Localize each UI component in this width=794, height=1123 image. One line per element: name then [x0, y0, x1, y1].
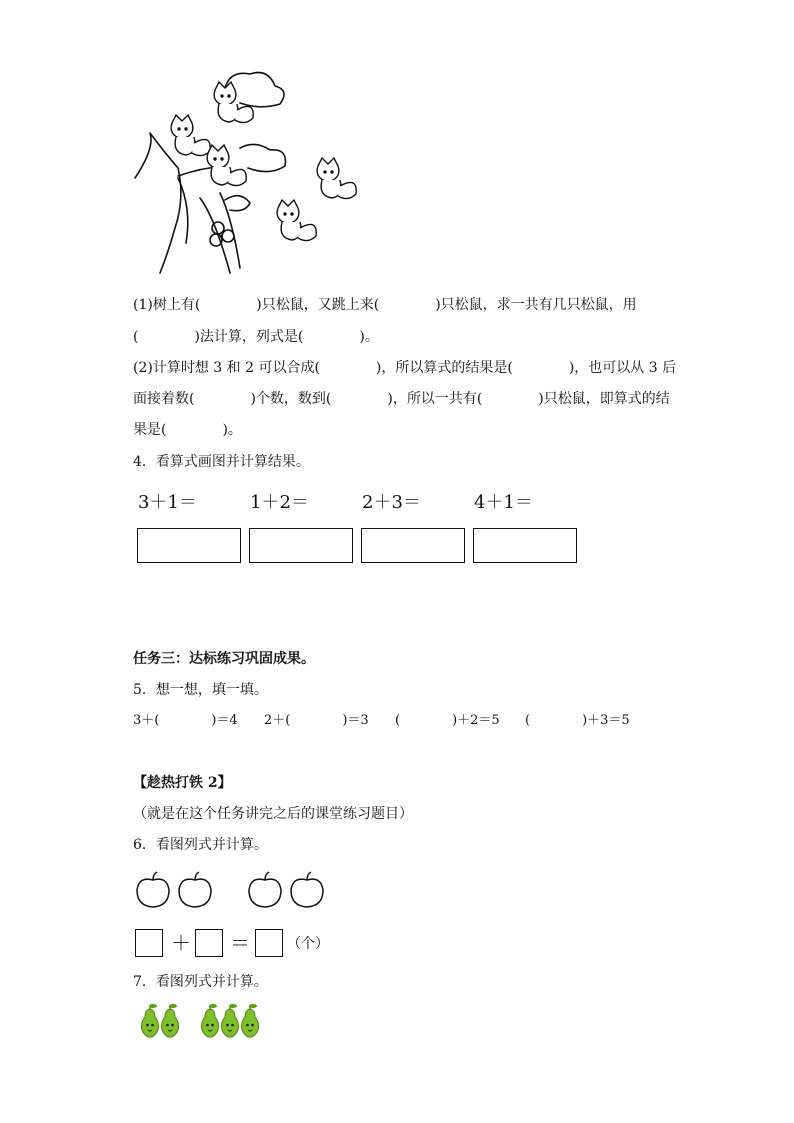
pear-icon	[141, 1004, 158, 1037]
apple-icon	[137, 872, 169, 907]
q6-answer-box-3[interactable]	[255, 929, 283, 957]
q7-heading: 7．看图列式并计算。	[133, 974, 268, 990]
apple-icon	[179, 872, 211, 907]
squirrel-icon	[171, 82, 356, 241]
q5-item-2: 2＋( )＝3	[264, 713, 369, 728]
q4-heading: 4．看算式画图并计算结果。	[133, 454, 310, 470]
q4-equation-3: 2＋3＝	[362, 492, 421, 513]
q5-item-4: ( )＋3＝5	[525, 713, 630, 728]
q6-answer-box-1[interactable]	[135, 929, 163, 957]
apples-illustration	[135, 872, 335, 912]
q4-equation-4: 4＋1＝	[474, 492, 533, 513]
task3-heading: 任务三：达标练习巩固成果。	[133, 651, 315, 667]
practice-subtitle: （就是在这个任务讲完之后的课堂练习题目）	[133, 806, 413, 822]
practice-title: 【趁热打铁 2】	[133, 775, 232, 791]
pears-illustration	[140, 1003, 270, 1039]
q4-equation-1: 3＋1＝	[138, 492, 197, 513]
q4-drawing-box-3[interactable]	[361, 528, 465, 563]
q4-drawing-box-4[interactable]	[473, 528, 577, 563]
apple-icon	[291, 872, 323, 907]
pear-icon	[241, 1004, 258, 1037]
q4-drawing-box-2[interactable]	[249, 528, 353, 563]
q6-equals-sign: ＝	[230, 931, 250, 955]
q6-unit: （个）	[287, 936, 329, 952]
q5-heading: 5．想一想，填一填。	[133, 682, 268, 698]
q3-part1-line1: (1)树上有( )只松鼠，又跳上来( )只松鼠，求一共有几只松鼠，用	[133, 297, 637, 313]
q3-part2-line2: 面接着数( )个数，数到( )，所以一共有( )只松鼠，即算式的结	[133, 391, 670, 407]
apple-icon	[249, 872, 281, 907]
q4-drawing-box-1[interactable]	[137, 528, 241, 563]
q6-heading: 6．看图列式并计算。	[133, 837, 268, 853]
q5-item-1: 3＋( )＝4	[133, 713, 238, 728]
pear-icon	[221, 1004, 238, 1037]
q6-answer-box-2[interactable]	[195, 929, 223, 957]
q3-part2-line3: 果是( )。	[133, 422, 242, 438]
pear-icon	[201, 1004, 218, 1037]
q5-item-3: ( )＋2＝5	[395, 713, 500, 728]
tree-squirrels-illustration	[130, 68, 370, 278]
q4-equation-2: 1＋2＝	[250, 492, 309, 513]
pear-icon	[161, 1004, 178, 1037]
q3-part2-line1: (2)计算时想 3 和 2 可以合成( )，所以算式的结果是( )，也可以从 3 后	[133, 360, 677, 376]
q6-plus-sign: ＋	[171, 931, 191, 955]
q3-part1-line2: ( )法计算，列式是( )。	[133, 329, 379, 345]
